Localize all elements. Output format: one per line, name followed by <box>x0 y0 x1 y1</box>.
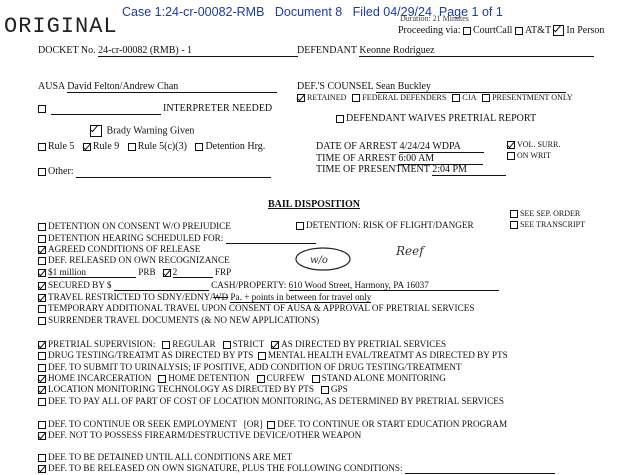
document-number: Document 8 <box>274 5 343 19</box>
in-person-label: In Person <box>566 24 605 36</box>
employment-label: DEF. TO CONTINUE OR SEEK EMPLOYMENT <box>48 419 237 429</box>
as-directed-checkbox[interactable] <box>271 341 279 349</box>
brady-checkbox[interactable] <box>90 125 102 137</box>
rules-row <box>38 142 265 152</box>
detention-consent-label: DETENTION ON CONSENT W/O PREJUDICE <box>48 221 231 231</box>
pretrial-supervision-checkbox[interactable] <box>38 341 46 349</box>
retained-label: RETAINED <box>307 93 347 102</box>
employment-checkbox[interactable] <box>38 421 46 429</box>
brady-label: Brady Warning Given <box>106 125 195 137</box>
detention-risk-row <box>296 221 474 230</box>
other-checkbox[interactable] <box>38 168 46 176</box>
education-checkbox[interactable] <box>267 421 275 429</box>
date-of-arrest-label: DATE OF ARREST <box>316 141 397 152</box>
detained-row <box>38 453 292 462</box>
frp-checkbox[interactable] <box>163 269 171 277</box>
att-checkbox[interactable] <box>515 27 523 35</box>
on-writ-row <box>507 152 551 160</box>
firearm-label: DEF. NOT TO POSSESS FIREARM/DESTRUCTIVE DEVICE/OTHER WEAPON <box>48 430 362 440</box>
travel-extra: Pa. + points in between for travel only <box>230 292 372 302</box>
own-recognizance-label: DEF. RELEASED ON OWN RECOGNIZANCE <box>48 255 230 265</box>
cash-property-label: CASH/PROPERTY: <box>211 280 287 290</box>
date-of-arrest-row <box>316 142 484 153</box>
as-directed-label: AS DIRECTED BY PRETRIAL SERVICES <box>281 339 447 349</box>
courtcall-checkbox[interactable] <box>463 27 471 35</box>
bond-row <box>38 268 231 278</box>
rule5-label: Rule 5 <box>48 141 75 152</box>
property-address: 610 Wood Street, Harmony, PA 16037 <box>289 281 499 291</box>
counsel-label: DEF.'S COUNSEL <box>297 81 374 92</box>
federal-defenders-checkbox[interactable] <box>352 94 360 102</box>
defendant-row <box>297 46 594 57</box>
detained-label: DEF. TO BE DETAINED UNTIL ALL CONDITIONS ARE MET <box>48 452 293 462</box>
handwritten-circle <box>294 246 354 274</box>
att-label: AT&T <box>524 24 551 36</box>
waives-pretrial-checkbox[interactable] <box>336 115 344 123</box>
detention-hrg-checkbox[interactable] <box>195 143 203 151</box>
defendant-name: Keonne Rodriguez <box>359 46 594 57</box>
secured-by-label: SECURED BY $ <box>48 280 112 290</box>
bail-line-2 <box>38 234 316 244</box>
ausa-label: AUSA <box>38 81 65 92</box>
page-count: Page 1 of 1 <box>438 5 503 19</box>
see-transcript-checkbox[interactable] <box>510 221 518 229</box>
drug-testing-row <box>38 351 508 360</box>
employment-row <box>38 420 507 429</box>
vol-surr-label: VOL. SURR. <box>517 140 561 149</box>
secured-by-checkbox[interactable] <box>38 282 46 290</box>
other-row <box>38 167 271 178</box>
time-of-presentment-row <box>316 165 506 176</box>
time-of-arrest-value: 6:00 AM <box>398 154 483 165</box>
temp-travel-row <box>38 304 474 313</box>
mental-health-label: MENTAL HEALTH EVAL/TREATMT AS DIRECTED BY PTS <box>267 350 508 360</box>
strict-checkbox[interactable] <box>223 341 231 349</box>
home-row <box>38 374 446 383</box>
time-of-presentment-label: TIME OF PRESENTMENT <box>316 164 430 175</box>
bond-checkbox[interactable] <box>38 269 46 277</box>
travel-row <box>38 293 371 303</box>
rule9-label: Rule 9 <box>92 141 120 152</box>
on-writ-checkbox[interactable] <box>507 152 515 160</box>
agreed-conditions-label: AGREED CONDITIONS OF RELEASE <box>48 244 201 254</box>
firearm-row <box>38 431 361 440</box>
location-monitoring-label: LOCATION MONITORING TECHNOLOGY AS DIRECTED BY PTS <box>48 384 314 394</box>
pay-cost-label: DEF. TO PAY ALL OF PART OF COST OF LOCATION MONITORING, AS DETERMINED BY PRETRIAL SERVICES <box>48 396 504 406</box>
federal-defenders-label: FEDERAL DEFENDERS <box>362 93 447 102</box>
stand-alone-label: STAND ALONE MONITORING <box>321 373 446 383</box>
other-label: Other: <box>48 166 74 177</box>
interpreter-row <box>38 104 272 115</box>
prb-label: PRB <box>138 267 156 277</box>
presentment-only-checkbox[interactable] <box>482 94 490 102</box>
frp-label: FRP <box>214 267 232 277</box>
counsel-type-row <box>297 94 573 102</box>
travel-restricted-label: TRAVEL RESTRICTED TO SDNY/EDNY/ <box>48 292 213 302</box>
drug-testing-checkbox[interactable] <box>38 352 46 360</box>
firearm-checkbox[interactable] <box>38 432 46 440</box>
surrender-label: SURRENDER TRAVEL DOCUMENTS (& NO NEW APPLICATIONS) <box>48 315 320 325</box>
presentment-only-label: PRESENTMENT ONLY <box>492 93 573 102</box>
proceeding-label: Proceeding via: <box>398 24 461 36</box>
interpreter-checkbox[interactable] <box>38 105 46 113</box>
see-transcript-label: SEE TRANSCRIPT <box>520 220 585 229</box>
rule5c3-checkbox[interactable] <box>128 143 136 151</box>
detention-consent-checkbox[interactable] <box>38 223 46 231</box>
see-sep-order-label: SEE SEP. ORDER <box>520 209 581 218</box>
original-stamp: ORIGINAL <box>4 14 118 39</box>
pay-cost-checkbox[interactable] <box>38 398 46 406</box>
docket-label: DOCKET No. <box>38 45 96 56</box>
regular-checkbox[interactable] <box>162 341 170 349</box>
rule9-checkbox[interactable] <box>83 143 91 151</box>
detention-hearing-checkbox[interactable] <box>38 235 46 243</box>
docket-row <box>38 46 298 57</box>
own-recognizance-checkbox[interactable] <box>38 257 46 265</box>
retained-checkbox[interactable] <box>297 94 305 102</box>
waives-pretrial-label: DEFENDANT WAIVES PRETRIAL REPORT <box>346 113 537 124</box>
home-incarceration-label: HOME INCARCERATION <box>48 373 152 383</box>
urinalysis-checkbox[interactable] <box>38 364 46 372</box>
pay-cost-row <box>38 397 504 406</box>
docket-value: 24-cr-00082 (RMB) - 1 <box>98 46 298 57</box>
curfew-checkbox[interactable] <box>257 375 265 383</box>
cja-label: CJA <box>462 93 477 102</box>
secured-row <box>38 281 499 291</box>
interpreter-label: INTERPRETER NEEDED <box>163 103 273 114</box>
gps-label: GPS <box>330 384 348 394</box>
regular-label: REGULAR <box>172 339 216 349</box>
released-row <box>38 464 555 474</box>
defendant-label: DEFENDANT <box>297 45 357 56</box>
vol-surr-row <box>507 141 560 149</box>
surrender-checkbox[interactable] <box>38 317 46 325</box>
proceeding-row <box>398 25 604 36</box>
counsel-name: Sean Buckley <box>376 82 566 93</box>
gps-checkbox[interactable] <box>321 386 329 394</box>
cja-checkbox[interactable] <box>452 94 460 102</box>
in-person-checkbox[interactable] <box>553 25 564 36</box>
handwritten-initials: Reef <box>396 244 424 258</box>
bail-line-3 <box>38 245 200 254</box>
temp-travel-checkbox[interactable] <box>38 305 46 313</box>
frp-count: 2 <box>173 268 213 278</box>
detention-risk-label: DETENTION: RISK OF FLIGHT/DANGER <box>306 220 474 230</box>
ausa-row <box>38 82 277 93</box>
bail-disposition-title: BAIL DISPOSITION <box>268 199 360 210</box>
handwritten-circle-text: w/o <box>310 255 328 266</box>
rule5c3-label: Rule 5(c)(3) <box>137 141 187 152</box>
counsel-row <box>297 82 566 93</box>
time-of-arrest-label: TIME OF ARREST <box>316 153 396 164</box>
released-label: DEF. TO BE RELEASED ON OWN SIGNATURE, PLUS THE FOLLOWING CONDITIONS: <box>48 463 403 473</box>
strict-label: STRICT <box>232 339 265 349</box>
location-monitoring-checkbox[interactable] <box>38 386 46 394</box>
bond-amount: $1 million <box>48 268 136 278</box>
on-writ-label: ON WRIT <box>517 151 551 160</box>
agreed-conditions-checkbox[interactable] <box>38 246 46 254</box>
curfew-label: CURFEW <box>266 373 305 383</box>
urinalysis-label: DEF. TO SUBMIT TO URINALYSIS; IF POSITIVE, ADD CONDITION OF DRUG TESTING/TREATMENT <box>48 362 462 372</box>
education-label: DEF. TO CONTINUE OR START EDUCATION PROGRAM <box>277 419 508 429</box>
pretrial-supervision-row <box>38 340 446 349</box>
detained-checkbox[interactable] <box>38 454 46 462</box>
travel-struck-text: WD <box>212 292 229 302</box>
courtcall-label: CourtCall <box>472 24 513 36</box>
see-sep-order-row <box>510 210 580 218</box>
temp-travel-label: TEMPORARY ADDITIONAL TRAVEL UPON CONSENT OF AUSA & APPROVAL OF PRETRIAL SERVICES <box>48 303 475 313</box>
bail-line-4 <box>38 256 230 265</box>
pretrial-supervision-label: PRETRIAL SUPERVISION: <box>48 339 156 349</box>
stand-alone-checkbox[interactable] <box>312 375 320 383</box>
see-sep-order-checkbox[interactable] <box>510 210 518 218</box>
home-detention-label: HOME DETENTION <box>168 373 250 383</box>
mental-health-checkbox[interactable] <box>258 352 266 360</box>
bail-line-1 <box>38 222 231 231</box>
urinalysis-row <box>38 363 462 372</box>
home-detention-checkbox[interactable] <box>158 375 166 383</box>
date-of-arrest-value: 4/24/24 WDPA <box>399 142 484 153</box>
filed-date: Filed 04/29/24 <box>352 5 432 19</box>
vol-surr-checkbox[interactable] <box>507 141 515 149</box>
or-label: [OR] <box>243 419 263 429</box>
brady-row <box>90 125 194 137</box>
surrender-row <box>38 316 319 325</box>
detention-hrg-label: Detention Hrg. <box>205 141 266 152</box>
duration: Duration: 21 Minutes <box>400 14 469 23</box>
detention-risk-checkbox[interactable] <box>296 222 304 230</box>
ausa-value: David Felton/Andrew Chan <box>67 82 277 93</box>
travel-restricted-checkbox[interactable] <box>38 294 46 302</box>
location-monitoring-row <box>38 385 348 394</box>
drug-testing-label: DRUG TESTING/TREATMT AS DIRECTED BY PTS <box>48 350 254 360</box>
see-transcript-row <box>510 221 585 229</box>
detention-hearing-label: DETENTION HEARING SCHEDULED FOR: <box>48 233 224 243</box>
case-number: Case 1:24-cr-00082-RMB <box>122 5 265 19</box>
rule5-checkbox[interactable] <box>38 143 46 151</box>
time-of-presentment-value: 2:04 PM <box>432 165 506 176</box>
waives-row <box>336 114 536 124</box>
released-checkbox[interactable] <box>38 465 46 473</box>
home-incarceration-checkbox[interactable] <box>38 375 46 383</box>
